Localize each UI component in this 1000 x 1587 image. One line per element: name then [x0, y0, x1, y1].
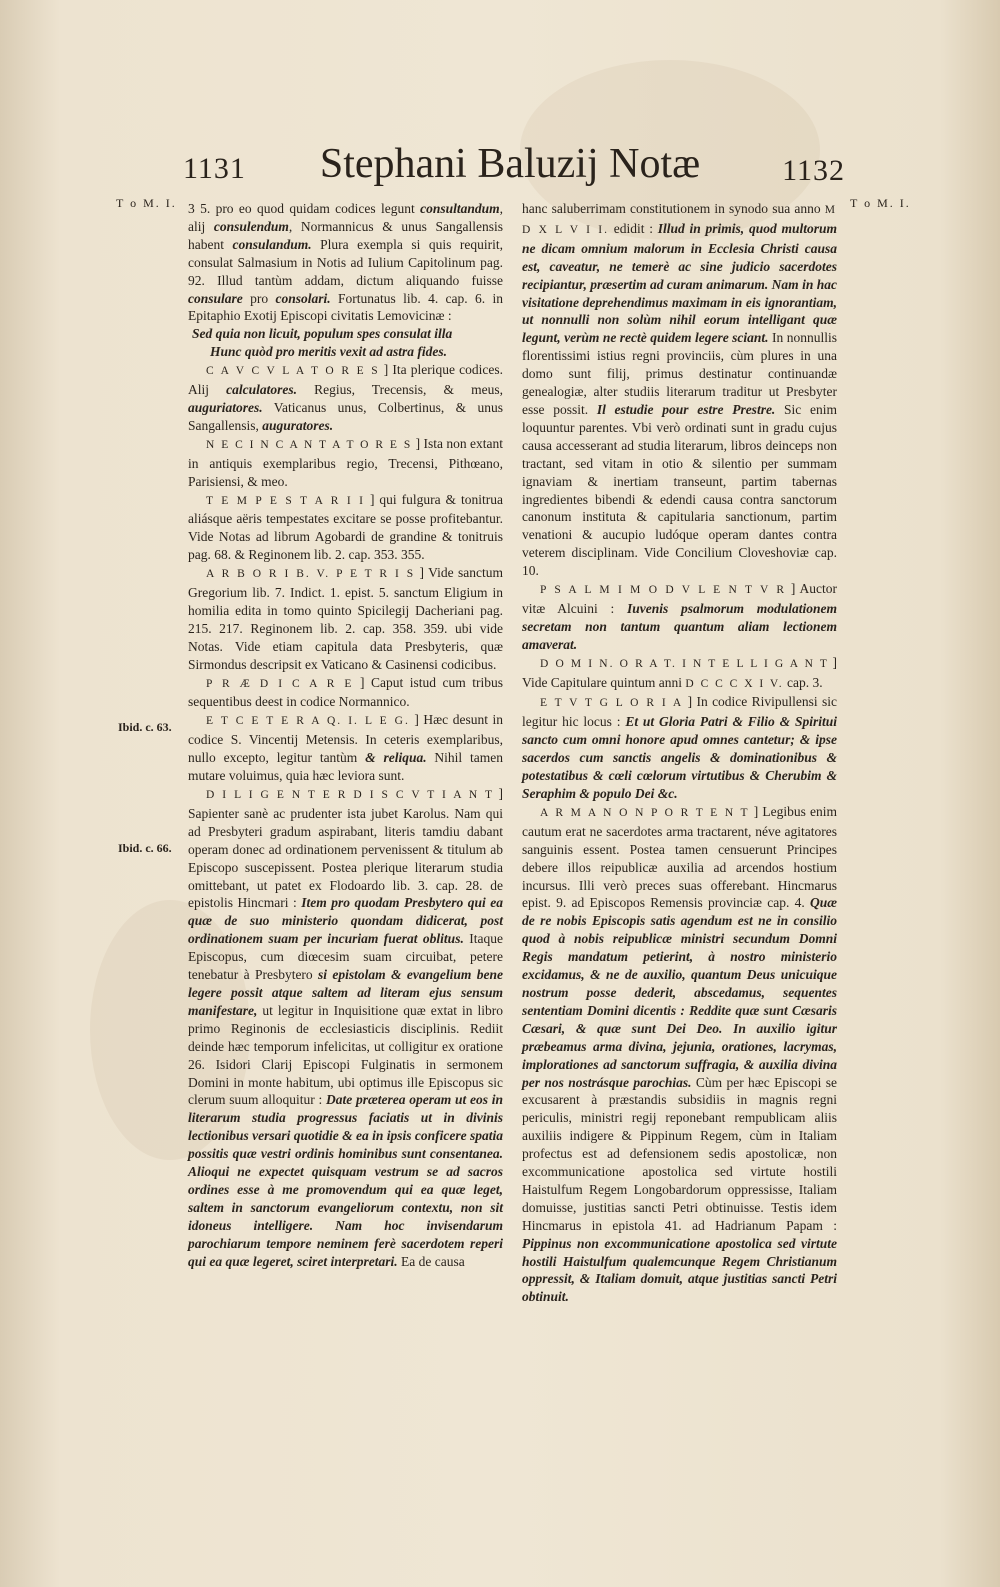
text-run: Itaque Episcopus, cum diœcesim suam circuibat, petere tenebatur à Presbytero — [188, 931, 503, 983]
lemma-heading: A R B O R I B. V. P E T R I S — [206, 568, 416, 581]
lemma-heading: D C C C X I V. — [685, 677, 784, 690]
lemma-heading: A R M A N O N P O R T E N T — [540, 806, 750, 819]
quotation: Illud in primis, quod multorum ne dicam omnium malorum in Ecclesia Christi causa est, caveatur, ne temerè ac sine judicio sacerdotes recipiantur, præsertim ad curam animarum. Nam in hac visitatione deprehendimus maximam in eis ignorantiam, ut nonnulli non solùm nihil eorum intelligant quæ legunt, verùm ne rectè quidem legere sciant. — [522, 220, 837, 346]
text-run: hanc saluberrimam constitutionem in synodo sua anno — [522, 201, 825, 216]
text-run: Sic enim loquuntur parentes. Vbi verò ordinati sunt in gradu cujus causa accesserant ad studia literarum, libros deinceps non tractant, sed vitam in otio & silentio per summam ignaviam & inertiam transeunt, partim tabernas ingredientes bibendi & edendi causa contra sanctorum canonum instituta & capitularia sanctionum, partim venationi & aucupio ludóque operam dantes contra veterem disciplinam. Vide Concilium Cloveshoviæ cap. 10. — [522, 401, 837, 579]
quotation: Iuvenis psalmorum modulationem secretam non tantum quantum aliam lectionem amaverat. — [522, 600, 837, 652]
lemma-heading: E T C E T E R A Q. I. L E G. — [206, 715, 410, 728]
quotation: consulandum. — [232, 236, 312, 252]
text-run: Ea de causa — [397, 1253, 465, 1269]
lemma-heading: C A V C V L A T O R E S — [206, 365, 380, 378]
paragraph — [188, 361, 503, 435]
margin-reference: Ibid. c. 63. — [118, 720, 172, 734]
paragraph — [522, 693, 837, 802]
volume-marker-left: T o M. I. — [116, 196, 177, 210]
lemma-heading: P R Æ D I C A R E — [206, 677, 354, 690]
quotation: calculatores. — [226, 382, 297, 398]
text-run: ] Ista non extant in antiquis exemplaribus regio, Trecensi, Pithœano, Parisiensi, & meo. — [188, 435, 503, 489]
page-number-left: 1131 — [183, 152, 246, 185]
text-run: Nihil tamen mutare voluimus, quia hæc leviora sunt. — [188, 750, 503, 784]
text-run: Hunc quòd pro meritis vexit ad astra fides. — [210, 344, 448, 360]
text-run: ] Caput istud cum tribus sequentibus deest in codice Normannico. — [188, 674, 503, 710]
quotation: Date præterea operam ut eos in literarum studia progressus faciatis ut in divinis lectionibus versari quotidie & ea in ipsis conficere spatia possitis quæ vestri ordinis hominibus sunt consentanea. Alioqui ne expectet quisquam vestrum se ad sacros ordines esse à me promovendum qui ea quæ leget, saltem in sanctorum evangeliorum contextu, non sit idoneus intelligere. Nam hoc invisendarum parochiarum tempore neminem ferè sacerdotem reperi qui ea quæ legeret, sciret interpretari. — [188, 1092, 503, 1269]
text-run: , alij — [188, 201, 503, 234]
paragraph — [522, 803, 837, 1306]
text-run: Vaticanus unus, Colbertinus, & unus Sangallensis, — [188, 399, 503, 433]
text-run: Sed quia non licuit, populum spes consulat illa — [192, 326, 453, 342]
text-run: ] Vide sanctum Gregorium lib. 7. Indict. 1. epist. 5. sanctum Eligium in homilia edita in tomo quinto Spicilegij Dacheriani pag. 215. 217. Reginonem lib. 2. cap. 358. 359. ubi vide Notas. Vide etiam capitula data Presbyteris, quæ Sirmondus descripsit ex Vaticano & Casinensi codicibus. — [188, 565, 503, 672]
lemma-heading: P S A L M I M O D V L E N T V R — [540, 584, 787, 597]
paragraph — [522, 580, 837, 654]
quotation: Quæ de re nobis Episcopis satis agendum est ne in consilio quod à nobis reipublicæ ministri secundum Domni Regis mandatum petierint, à nostro ministerio excidamus, & ne de auxilio, quantum Deus unicuique nostrum posse dederit, abscedamus, sequentes sententiam Domini dicentis : Reddite quæ sunt Cæsaris Cæsari, & quæ sunt Dei Deo. In auxilio igitur præbeamus arma divina, jejunia, orationes, lacrymas, implorationes ad sanctorum suffragia, & auxilia divina per nos nostrásque parochias. — [522, 895, 837, 1090]
quotation: consulendum — [213, 218, 289, 234]
left-text-column — [188, 200, 503, 1270]
lemma-heading: D I L I G E N T E R D I S C V T I A N T — [206, 789, 495, 801]
paragraph — [188, 491, 503, 565]
text-run: ] Hæc desunt in codice S. Vincentij Metensis. In ceteris exemplaribus, nullo excepto, legitur tantùm — [188, 712, 503, 766]
text-run: ] Auctor vitæ Alcuini : — [522, 581, 837, 616]
margin-reference: Ibid. c. 66. — [118, 841, 172, 855]
text-run: In nonnullis florentissimi istius regni provinciis, cùm plures in una domo sunt filij, primus destinatur continuandæ genealogiæ, alter studiis literarum traditur ut Presbyter esse possit. — [522, 330, 837, 417]
text-run: 3 5. pro eo quod quidam codices legunt — [188, 201, 421, 216]
text-run: Cùm per hæc Episcopi se excusarent à præstandis subsidiis in magnis regni periculis, ministri regij reponebant rempublicam aliis auxiliis indigere & Pippinum Regem, cùm in Italiam profectus est ad defensionem sedis apostolicæ, non excommunicatione apostolica sed virtute hostili Haistulfum Regem Longobardorum oppressisse, Italiam domuisse, justitias sancti Petri obtinuisse. Testis idem Hincmarus in epistola 41. ad Hadrianum Papam : — [522, 1074, 837, 1233]
paragraph — [188, 674, 503, 712]
paragraph — [188, 564, 503, 673]
verse-line — [188, 325, 503, 343]
text-run: ] qui fulgura & tonitrua aliásque aëris tempestates excitare se posse profitebantur. Vide Notas ad librum Agobardi de grandine & tonitruis pag. 68. & Reginonem lib. 2. cap. 353. 355. — [188, 491, 503, 563]
quotation: Item pro quodam Presbytero qui ea quæ de suo ministerio quondam didicerat, post ordinationem suam per incuriam fuerat oblitus. — [188, 895, 504, 947]
right-text-column — [522, 200, 837, 1306]
lemma-heading: M D X L V I I. — [522, 204, 837, 236]
paragraph — [522, 654, 837, 694]
text-run: ] Sapienter sanè ac prudenter ista jubet Karolus. Nam qui ad Presbyteri gradum aspirabant, literis tamdiu dabant operam donec ad ordinationem pervenissent & titulum ab Episcopo suscepissent. Postea plerique literarum studia omittebant, ut patet ex Flodoardo lib. 3. cap. 28. de epistolis Hincmari : — [188, 786, 504, 911]
text-run: Plura exempla si quis requirit, consulat Salmasium in Notis ad Iulium Capitolinum pag. 92. Illud tantùm addam, dictum aliquando fuisse — [188, 236, 503, 288]
text-run: ut legitur in Inquisitione quæ extat in libro primo Reginonis de ecclesiasticis disciplinis. Rediit deinde hæc temporum infelicitas, ut colligitur ex oratione 26. Isidori Clarij Episcopi Fulginatis in sermonem Domini in monte habitum, ubi optimus ille Episcopus sic clerum suum alloquitur : — [188, 1002, 503, 1108]
text-run: pro — [242, 290, 276, 306]
text-run: , Normannicus & unus Sangallensis habent — [188, 218, 504, 252]
quotation: si epistolam & evangelium bene legere possit atque saltem ad literam ejus sensum manifestare, — [188, 967, 503, 1018]
page-number-right: 1132 — [782, 154, 845, 187]
text-run: ] In codice Rivipullensi sic legitur hic locus : — [522, 694, 838, 730]
quotation: Pippinus non excommunicatione apostolica sed virtute hostili Haistulfum qualemcunque Regem Christianum oppressit, & Italiam domuit, atque justitias sancti Petri obtinuit. — [522, 1235, 837, 1305]
lemma-heading: D O M I N. O R A T. I N T E L L I G A N T — [540, 657, 829, 670]
quotation: & reliqua. — [365, 750, 427, 766]
text-run: cap. 3. — [783, 674, 823, 690]
text-run: ] Legibus enim cautum erat ne sacerdotes arma tractarent, néve agitatores sanguinis essent. Postea tamen censuerunt Principes debere illos reipublicæ auxilia ad arcendos hostium incursus. Illi verò preces suas offerebant. Hincmarus epist. 9. ad Episcopos Remensis provinciæ cap. 4. — [522, 803, 838, 911]
quotation: consulare — [188, 290, 243, 306]
text-run: Regius, Trecensis, & meus, — [296, 382, 503, 398]
quotation: auguratores. — [262, 417, 334, 433]
page-header — [175, 140, 845, 190]
lemma-heading: T E M P E S T A R I I — [206, 494, 365, 507]
quotation: Et ut Gloria Patri & Filio & Spiritui sancto cum omni honore apud omnes cantetur; & ipse sacerdos cum sanctis angelis & dominationibus & potestatibus & cœli cœlorum virtutibus & Cherubim & Seraphim & populo Dei &c. — [522, 714, 837, 801]
text-run: edidit : — [608, 220, 658, 236]
quotation: consultandum — [420, 201, 500, 216]
running-title: Stephani Baluzij Notæ — [319, 141, 701, 187]
volume-marker-right: T o M. I. — [850, 196, 911, 210]
verse-line — [188, 343, 503, 361]
quotation: Il estudie pour estre Prestre. — [596, 401, 776, 417]
paragraph — [522, 200, 837, 580]
text-run: ] Ita plerique codices. Alij — [188, 362, 503, 398]
paragraph — [188, 711, 503, 785]
lemma-heading: E T V T G L O R I A — [540, 697, 684, 710]
paragraph — [188, 435, 503, 491]
paragraph — [188, 200, 503, 325]
text-run: Fortunatus lib. 4. cap. 6. in Epitaphio Exotij Episcopi civitatis Lemovicinæ : — [188, 290, 503, 324]
lemma-heading: N E C I N C A N T A T O R E S — [206, 438, 413, 451]
paragraph — [188, 785, 503, 1270]
text-run: ] Vide Capitulare quintum anni — [522, 654, 838, 690]
quotation: consolari. — [275, 290, 331, 306]
quotation: auguriatores. — [188, 399, 263, 415]
